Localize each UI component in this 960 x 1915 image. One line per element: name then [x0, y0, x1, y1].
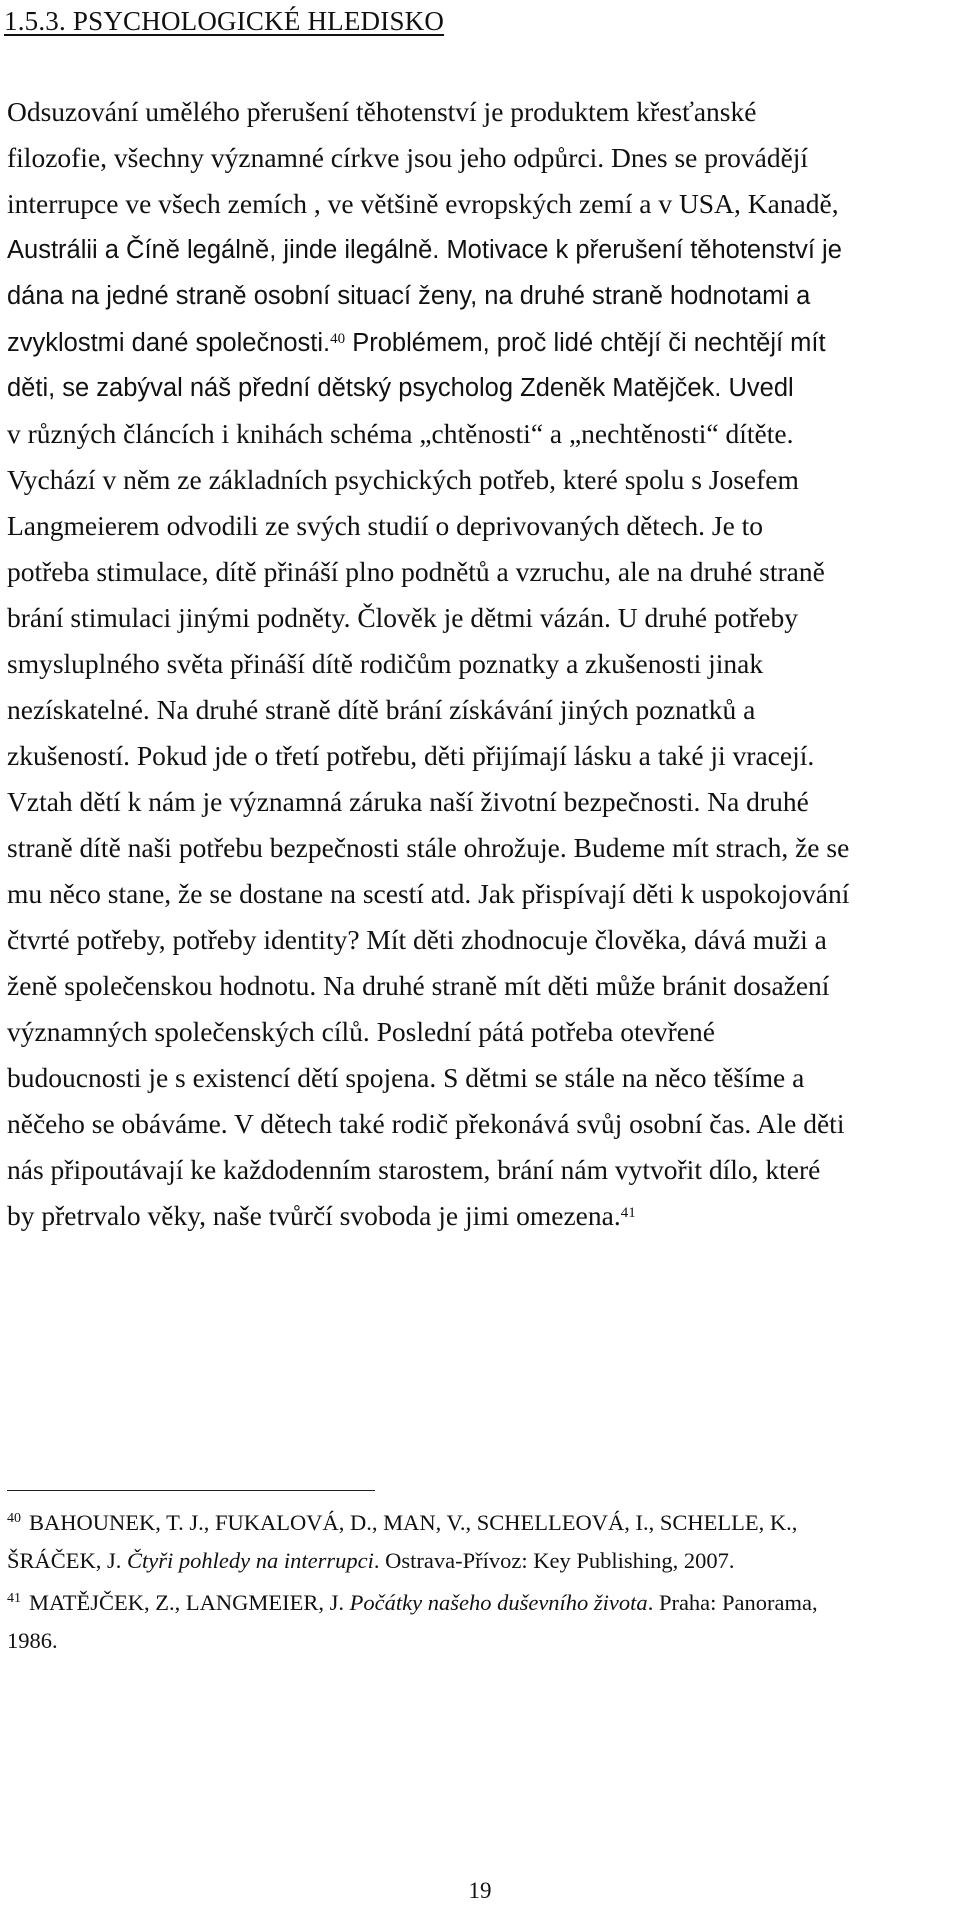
paragraph-line — [7, 1199, 636, 1233]
footnote-number: 41 — [7, 1591, 21, 1606]
footnote-41-line-1 — [7, 1588, 818, 1618]
paragraph-line: nás připoutávají ke každodenním starostem, brání nám vytvořit dílo, které — [7, 1154, 821, 1185]
footnote-40-line-1 — [7, 1508, 797, 1538]
paragraph-line: brání stimulaci jinými podněty. Člověk je dětmi vázán. U druhé potřeby — [7, 602, 798, 633]
paragraph-line: ženě společenskou hodnotu. Na druhé straně mít děti může bránit dosažení — [7, 970, 830, 1001]
section-heading: 1.5.3. PSYCHOLOGICKÉ HLEDISKO — [4, 6, 445, 36]
paragraph-line: Langmeierem odvodili ze svých studií o deprivovaných dětech. Je to — [7, 510, 764, 541]
page-number: 19 — [468, 1878, 492, 1903]
footnote-text: MATĚJČEK, Z., LANGMEIER, J. — [29, 1590, 350, 1615]
paragraph-line: potřeba stimulace, dítě přináší plno podnětů a vzruchu, ale na druhé straně — [7, 556, 825, 587]
paragraph-line: filozofie, všechny významné církve jsou jeho odpůrci. Dnes se provádějí — [7, 142, 809, 173]
footnote-reference: 41 — [620, 1205, 636, 1221]
paragraph-line — [7, 325, 826, 360]
paragraph-line: v různých článcích i knihách schéma „chtěnosti“ a „nechtěnosti“ dítěte. — [7, 418, 794, 449]
paragraph-line: něčeho se obáváme. V dětech také rodič překonává svůj osobní čas. Ale děti — [7, 1108, 845, 1139]
paragraph-line: děti, se zabýval náš přední dětský psycholog Zdeněk Matějček. Uvedl — [7, 374, 794, 402]
paragraph-line: interrupce ve všech zemích , ve většině evropských zemí a v USA, Kanadě, — [7, 188, 839, 219]
paragraph-line: Vztah dětí k nám je významná záruka naší životní bezpečnosti. Na druhé — [7, 786, 809, 817]
footnote-41-line-2: 1986. — [7, 1628, 58, 1653]
paragraph-line: straně dítě naši potřebu bezpečnosti stále ohrožuje. Budeme mít strach, že se — [7, 832, 850, 863]
footnote-number: 40 — [7, 1511, 21, 1526]
paragraph-line: dána na jedné straně osobní situací ženy, na druhé straně hodnotami a — [7, 282, 811, 310]
paragraph-line: zkušeností. Pokud jde o třetí potřebu, děti přijímají lásku a také ji vracejí. — [7, 740, 815, 771]
footnote-text: . Praha: Panorama, — [647, 1590, 818, 1615]
paragraph-line: Odsuzování umělého přerušení těhotenství je produktem křesťanské — [7, 96, 757, 127]
footnote-book-title: Čtyři pohledy na interrupci — [127, 1548, 374, 1573]
footnote-text: ŠRÁČEK, J. — [7, 1548, 128, 1573]
footnote-text: BAHOUNEK, T. J., FUKALOVÁ, D., MAN, V., SCHELLEOVÁ, I., SCHELLE, K., — [29, 1510, 798, 1535]
footnote-separator — [7, 1490, 375, 1491]
paragraph-line: smysluplného světa přináší dítě rodičům poznatky a zkušenosti jinak — [7, 648, 764, 679]
footnote-text: . Ostrava-Přívoz: Key Publishing, 2007. — [373, 1548, 735, 1573]
footnote-40-line-2 — [7, 1546, 734, 1576]
paragraph-line: Vychází v něm ze základních psychických potřeb, které spolu s Josefem — [7, 464, 799, 495]
paragraph-line: budoucnosti je s existencí dětí spojena. S dětmi se stále na něco těšíme a — [7, 1062, 805, 1093]
paragraph-line-segment: zvyklostmi dané společnosti. — [7, 329, 331, 357]
paragraph-line-segment: Problémem, proč lidé chtějí či nechtějí mít — [345, 329, 826, 357]
footnote-book-title: Počátky našeho duševního života — [349, 1590, 648, 1615]
paragraph-line: mu něco stane, že se dostane na scestí atd. Jak přispívají děti k uspokojování — [7, 878, 850, 909]
paragraph-line: významných společenských cílů. Poslední pátá potřeba otevřené — [7, 1016, 715, 1047]
paragraph-line: Austrálii a Číně legálně, jinde ilegálně. Motivace k přerušení těhotenství je — [7, 236, 842, 264]
paragraph-line-segment: by přetrvalo věky, naše tvůrčí svoboda je jimi omezena. — [7, 1200, 621, 1231]
paragraph-line: čtvrté potřeby, potřeby identity? Mít děti zhodnocuje člověka, dává muži a — [7, 924, 827, 955]
footnote-reference: 40 — [330, 331, 346, 347]
paragraph-line: nezískatelné. Na druhé straně dítě brání získávání jiných poznatků a — [7, 694, 756, 725]
